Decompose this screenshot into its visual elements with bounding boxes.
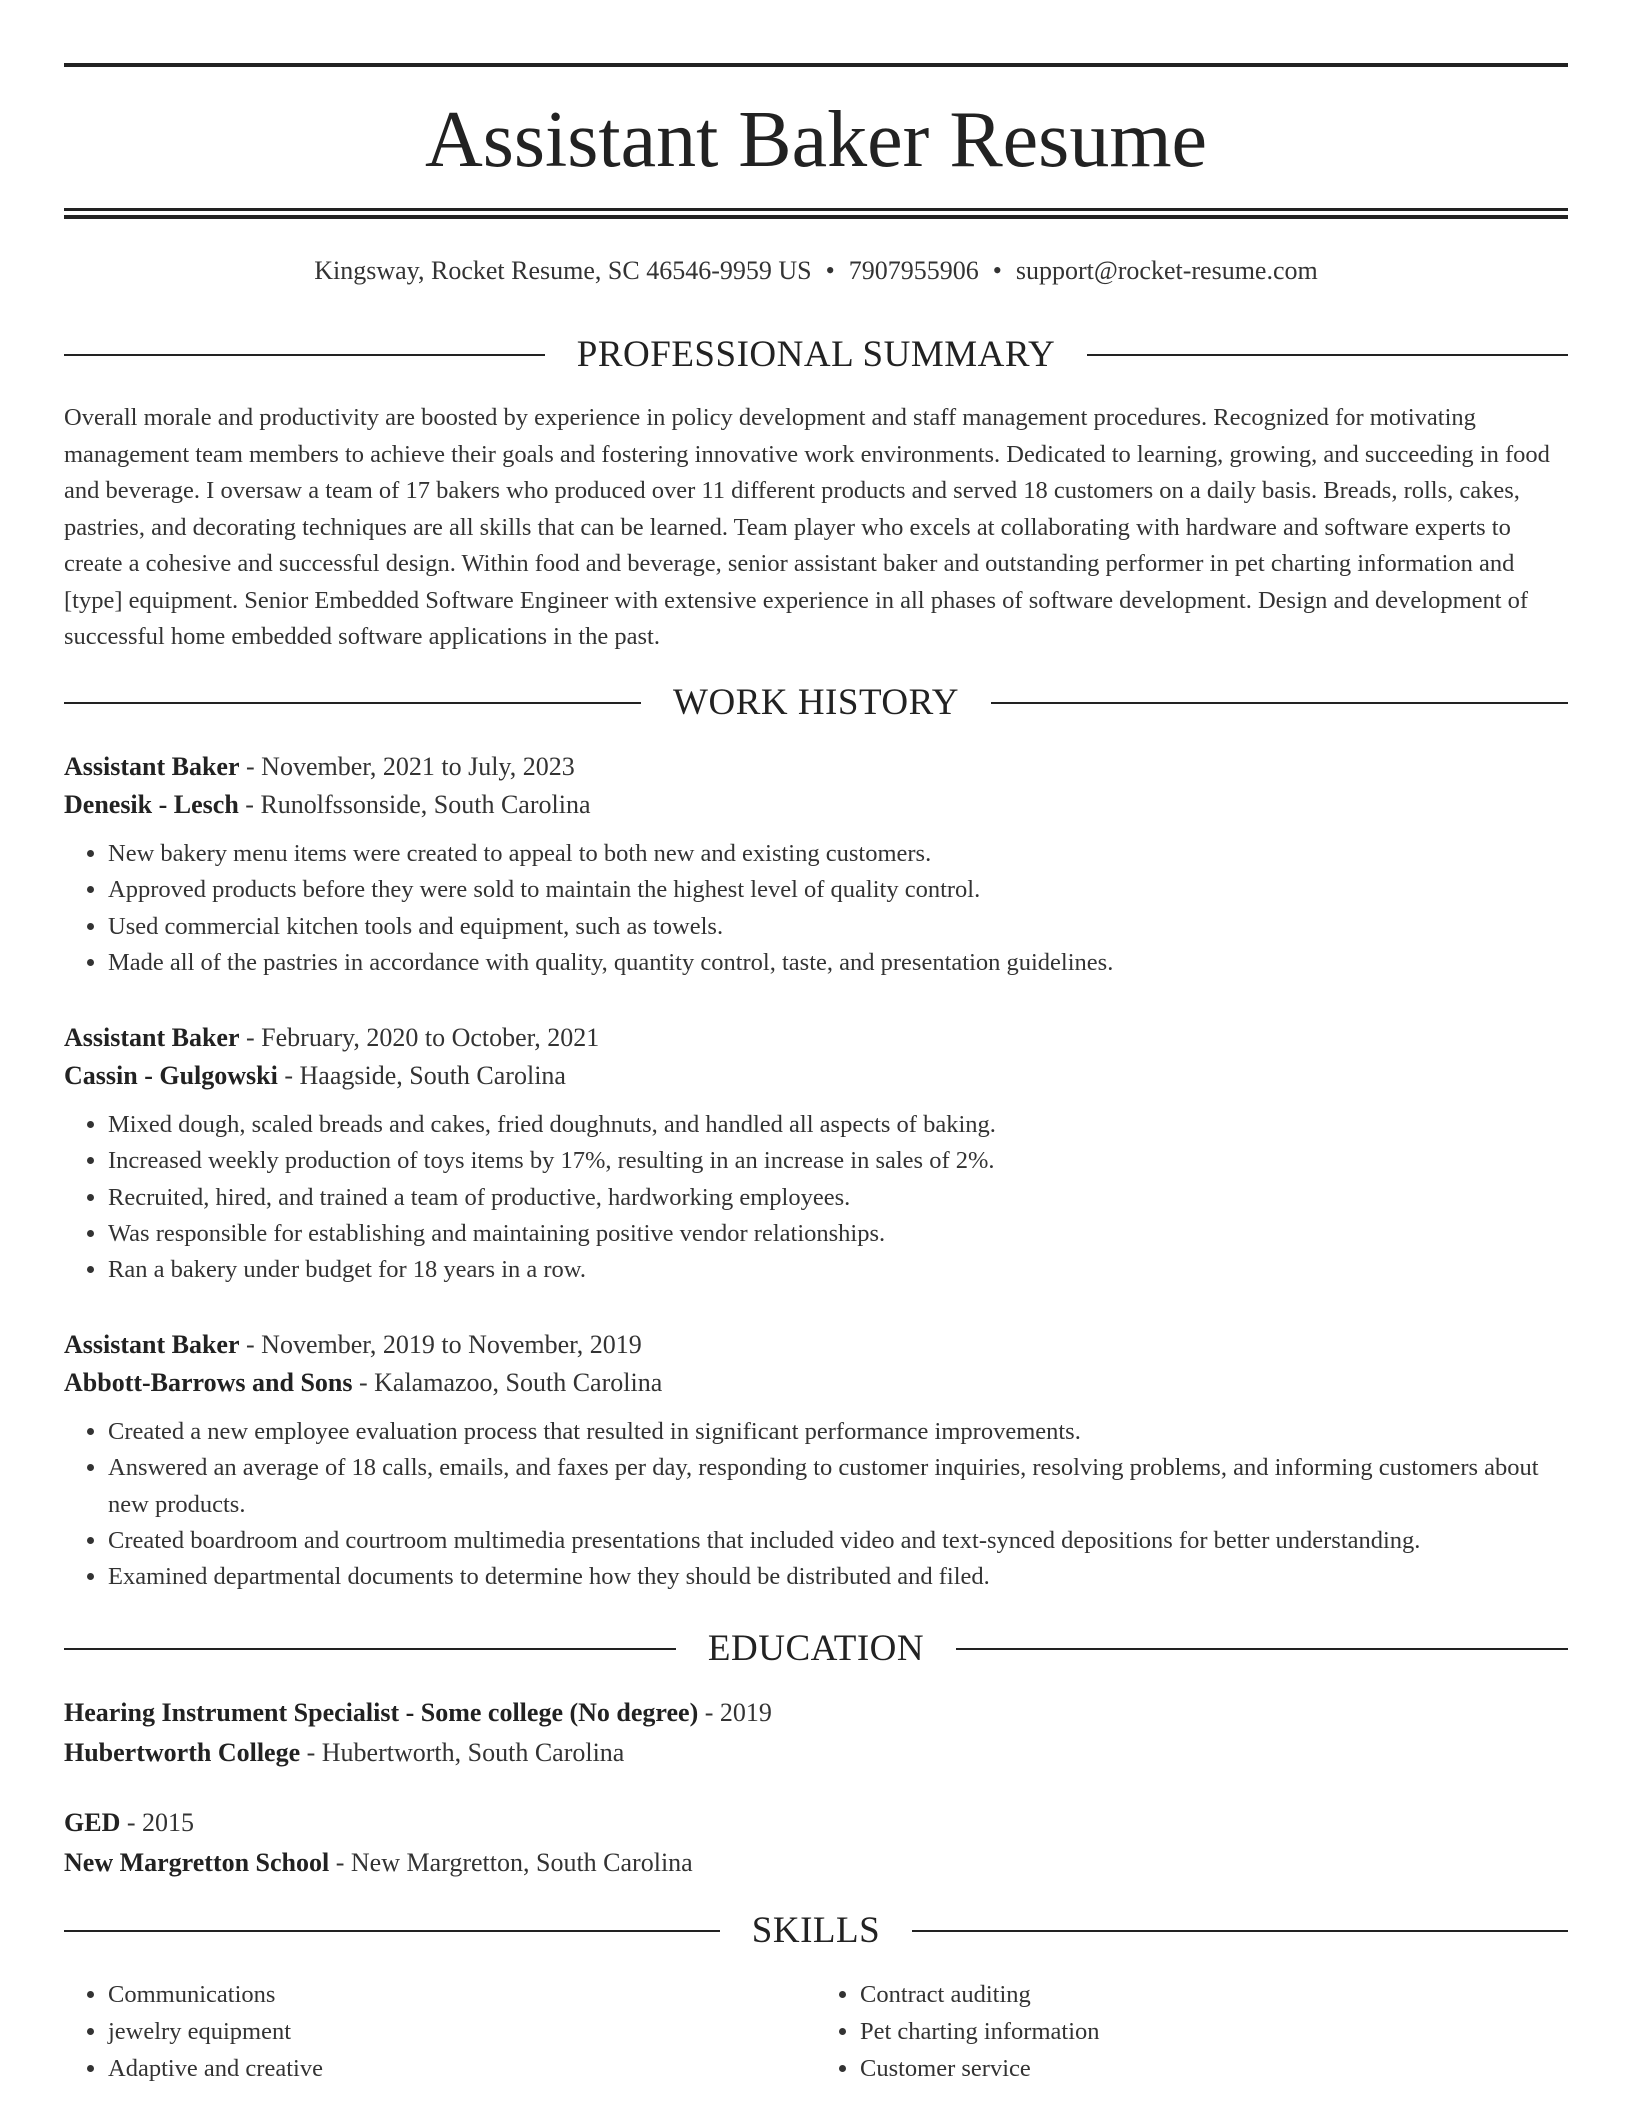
education-entry — [64, 1693, 1568, 1773]
section-heading-skills — [64, 1909, 1568, 1953]
education-school: New Margretton School — [64, 1848, 330, 1877]
job-location: - Haagside, South Carolina — [277, 1061, 566, 1090]
job-company-line — [64, 786, 1568, 824]
section-heading-work — [64, 681, 1568, 725]
heading-rule — [64, 1930, 720, 1932]
skills-list — [64, 1976, 1568, 2087]
job-location: - Kalamazoo, South Carolina — [352, 1368, 663, 1397]
list-item: • Created boardroom and courtroom multimedia presentations that included video and text-synced depositions for better understanding. — [108, 1523, 1568, 1559]
list-item: • New bakery menu items were created to appeal to both new and existing customers. — [108, 836, 1568, 872]
job-company-line — [64, 1057, 1568, 1095]
skills-column-left — [64, 1976, 816, 2087]
section-heading-education — [64, 1627, 1568, 1671]
job-title: Assistant Baker — [64, 1023, 240, 1052]
education-degree: Hearing Instrument Specialist - Some college (No degree) — [64, 1698, 699, 1727]
job-dates: - November, 2019 to November, 2019 — [239, 1330, 642, 1359]
contact-separator: • — [992, 256, 1002, 285]
education-school-line — [64, 1733, 1568, 1773]
job-title-line — [64, 1326, 1568, 1364]
education-degree-line — [64, 1693, 1568, 1733]
title-double-rule — [64, 208, 1568, 219]
education-degree-line — [64, 1803, 1568, 1843]
contact-separator: • — [825, 256, 835, 285]
list-item: • Pet charting information — [860, 2013, 1568, 2050]
job-title: Assistant Baker — [64, 752, 240, 781]
list-item: • jewelry equipment — [108, 2013, 816, 2050]
top-rule — [64, 63, 1568, 67]
contact-email: support@rocket-resume.com — [1015, 256, 1318, 285]
contact-address: Kingsway, Rocket Resume, SC 46546-9959 US — [314, 256, 812, 285]
section-title: WORK HISTORY — [673, 682, 959, 723]
heading-rule — [64, 1648, 676, 1650]
job-dates: - November, 2021 to July, 2023 — [239, 752, 575, 781]
education-year: - 2019 — [698, 1698, 772, 1727]
job-dates: - February, 2020 to October, 2021 — [239, 1023, 600, 1052]
contact-phone: 7907955906 — [848, 256, 979, 285]
job-title: Assistant Baker — [64, 1330, 240, 1359]
list-item: • Made all of the pastries in accordance with quality, quantity control, taste, and presentation guidelines. — [108, 945, 1568, 981]
education-school: Hubertworth College — [64, 1738, 301, 1767]
list-item: • Communications — [108, 1976, 816, 2013]
section-title: EDUCATION — [707, 1628, 925, 1669]
list-item: • Examined departmental documents to determine how they should be distributed and filed. — [108, 1559, 1568, 1595]
education-school-line — [64, 1843, 1568, 1883]
job-entry — [64, 1019, 1568, 1288]
job-bullets — [64, 1107, 1568, 1288]
heading-rule — [64, 702, 641, 704]
heading-rule — [912, 1930, 1568, 1932]
heading-rule — [64, 354, 545, 356]
list-item: • Customer service — [860, 2050, 1568, 2087]
list-item: • Approved products before they were sold to maintain the highest level of quality control. — [108, 872, 1568, 908]
job-bullets — [64, 836, 1568, 981]
education-location: - Hubertworth, South Carolina — [300, 1738, 625, 1767]
job-company: Cassin - Gulgowski — [64, 1061, 278, 1090]
list-item: • Adaptive and creative — [108, 2050, 816, 2087]
heading-rule — [991, 702, 1568, 704]
job-company: Denesik - Lesch — [64, 790, 239, 819]
job-entry — [64, 748, 1568, 981]
section-title: PROFESSIONAL SUMMARY — [576, 334, 1056, 375]
job-company: Abbott-Barrows and Sons — [64, 1368, 353, 1397]
job-bullets — [64, 1414, 1568, 1595]
education-entry — [64, 1803, 1568, 1883]
list-item: • Recruited, hired, and trained a team of productive, hardworking employees. — [108, 1180, 1568, 1216]
education-year: - 2015 — [120, 1808, 195, 1837]
list-item: • Answered an average of 18 calls, emails, and faxes per day, responding to customer inquiries, resolving problems, and informing customers about new products. — [108, 1450, 1568, 1523]
job-location: - Runolfssonside, South Carolina — [238, 790, 591, 819]
summary-text: Overall morale and productivity are boosted by experience in policy development and staff management procedures. Recognized for motivating management team members to achieve their goals and fostering innovative work environments. Dedicated to learning, growing, and succeeding in food and beverage. I oversaw a team of 17 bakers who produced over 11 different products and served 18 customers on a daily basis. Breads, rolls, cakes, pastries, and decorating techniques are all skills that can be learned. Team player who excels at collaborating with hardware and software experts to create a cohesive and successful design. Within food and beverage, senior assistant baker and outstanding performer in pet charting information and [type] equipment. Senior Embedded Software Engineer with extensive experience in all phases of software development. Design and development of successful home embedded software applications in the past. — [64, 404, 1550, 650]
job-entry — [64, 1326, 1568, 1595]
list-item: • Increased weekly production of toys items by 17%, resulting in an increase in sales of 2%. — [108, 1143, 1568, 1179]
resume-title: Assistant Baker Resume — [424, 96, 1208, 184]
job-company-line — [64, 1364, 1568, 1402]
heading-rule — [956, 1648, 1568, 1650]
list-item: • Ran a bakery under budget for 18 years in a row. — [108, 1252, 1568, 1288]
contact-line — [64, 254, 1568, 288]
list-item: • Mixed dough, scaled breads and cakes, fried doughnuts, and handled all aspects of baking. — [108, 1107, 1568, 1143]
section-heading-summary — [64, 333, 1568, 377]
section-title: SKILLS — [751, 1910, 881, 1951]
job-title-line — [64, 748, 1568, 786]
list-item: • Contract auditing — [860, 1976, 1568, 2013]
education-location: - New Margretton, South Carolina — [329, 1848, 693, 1877]
skills-column-right — [816, 1976, 1568, 2087]
list-item: • Was responsible for establishing and maintaining positive vendor relationships. — [108, 1216, 1568, 1252]
list-item: • Used commercial kitchen tools and equipment, such as towels. — [108, 909, 1568, 945]
list-item: • Created a new employee evaluation process that resulted in significant performance improvements. — [108, 1414, 1568, 1450]
education-degree: GED — [64, 1808, 121, 1837]
job-title-line — [64, 1019, 1568, 1057]
heading-rule — [1087, 354, 1568, 356]
